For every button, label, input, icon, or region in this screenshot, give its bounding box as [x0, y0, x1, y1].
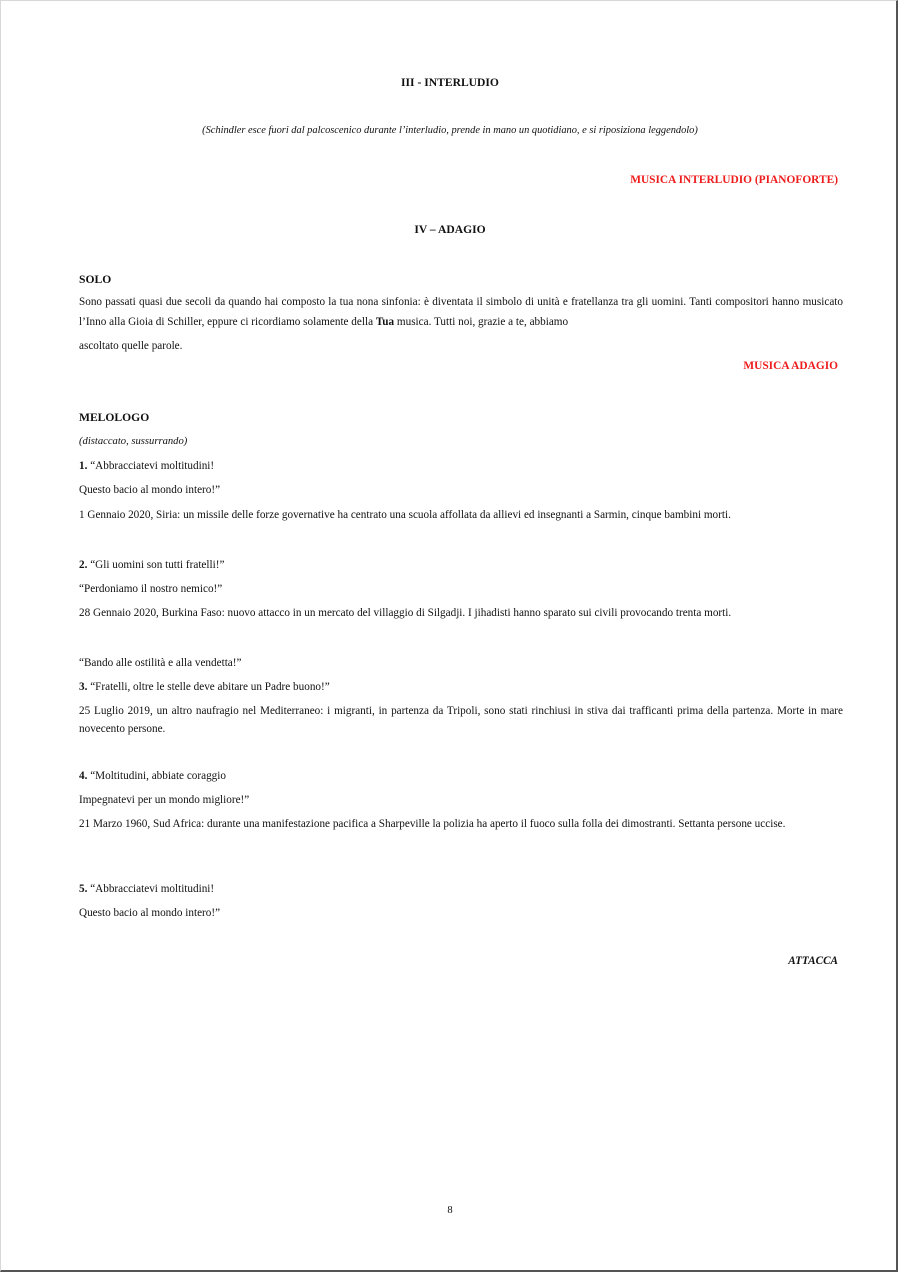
music-cue-adagio: MUSICA ADAGIO [743, 360, 838, 372]
solo-text-bold: Tua [375, 316, 395, 328]
verse-4-line2: Impegnatevi per un mondo migliore!” [79, 794, 250, 806]
news-3: 25 Luglio 2019, un altro naufragio nel Mediterraneo: i migranti, in partenza da Tripoli, sono stati rinchiusi in stiva dai trafficanti prima della partenza. Morte in mare novecento persone. [79, 705, 843, 735]
verse-3-number: 3. [79, 681, 88, 693]
news-1: 1 Gennaio 2020, Siria: un missile delle forze governative ha centrato una scuola affollata da allievi ed insegnanti a Sarmin, cinque bambini morti. [79, 509, 731, 521]
verse-4-line1 [79, 767, 843, 786]
news-2: 28 Gennaio 2020, Burkina Faso: nuovo attacco in un mercato del villaggio di Silgadji. I jihadisti hanno sparato sui civili provocando trenta morti. [79, 607, 732, 619]
solo-last-line: ascoltato quelle parole. [79, 340, 183, 352]
solo-text-a: Sono passati quasi due secoli da quando hai composto la tua nona sinfonia: è diventata il simbolo di unità e fratellanza tra gli uomini. Tanti compositori hanno musicato l’Inno alla Gioia di Schiller, eppure ci ricordiamo solamente della [79, 296, 843, 328]
news-4: 21 Marzo 1960, Sud Africa: durante una manifestazione pacifica a Sharpeville la polizia ha aperto il fuoco sulla folla dei dimostranti. Settanta persone uccise. [79, 818, 786, 830]
verse-2-text: “Gli uomini son tutti fratelli!” [87, 559, 225, 571]
solo-heading: SOLO [79, 273, 112, 286]
solo-paragraph [79, 292, 843, 332]
verse-3-line1 [79, 678, 843, 697]
verse-5-number: 5. [79, 883, 88, 895]
verse-5-line2: Questo bacio al mondo intero!” [79, 907, 221, 919]
interlude-title: III - INTERLUDIO [401, 76, 499, 89]
verse-4-number: 4. [79, 770, 88, 782]
verse-2-number: 2. [79, 559, 88, 571]
verse-3-text: “Fratelli, oltre le stelle deve abitare un Padre buono!” [87, 681, 330, 693]
melologo-direction: (distaccato, sussurrando) [79, 436, 188, 447]
music-cue-interlude: MUSICA INTERLUDIO (PIANOFORTE) [630, 174, 838, 186]
verse-5-line1 [79, 880, 843, 899]
verse-1-line1 [79, 457, 843, 476]
verse-1-line2: Questo bacio al mondo intero!” [79, 484, 221, 496]
attacca-cue: ATTACCA [788, 955, 838, 967]
verse-4-text: “Moltitudini, abbiate coraggio [87, 770, 226, 782]
melologo-heading: MELOLOGO [79, 411, 150, 424]
verse-1-number: 1. [79, 460, 88, 472]
interlude-stage-direction: (Schindler esce fuori dal palcoscenico durante l’interludio, prende in mano un quotidiano, e si riposiziona leggendolo) [202, 125, 698, 136]
verse-5-text: “Abbracciatevi moltitudini! [87, 883, 215, 895]
solo-text-b: musica. Tutti noi, grazie a te, abbiamo [394, 316, 569, 328]
verse-2-line2: “Perdoniamo il nostro nemico!” [79, 583, 223, 595]
page-number: 8 [447, 1205, 453, 1216]
verse-2-line1 [79, 556, 843, 575]
verse-1-text: “Abbracciatevi moltitudini! [87, 460, 215, 472]
verse-3-pre: “Bando alle ostilità e alla vendetta!” [79, 657, 242, 669]
adagio-title: IV – ADAGIO [414, 223, 486, 236]
